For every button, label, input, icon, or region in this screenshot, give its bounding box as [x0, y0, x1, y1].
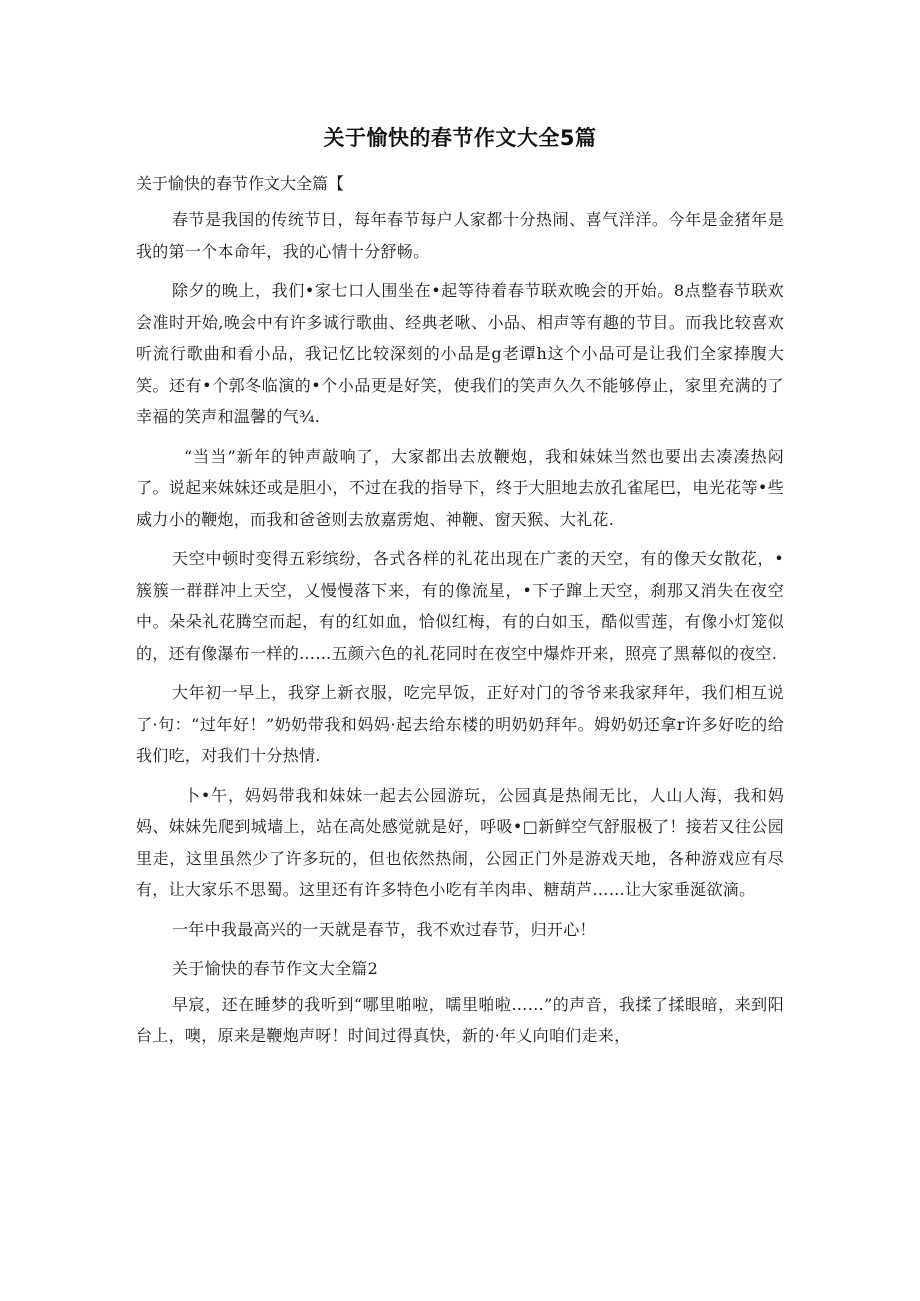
section-heading-2: 关于愉快的春节作文大全篇2: [172, 959, 379, 978]
paragraph: “当当”新年的钟声敲响了，大家都出去放鞭炮，我和妹妹当然也要出去凑凑热闷了。说起来妹妹还或是胆小，不过在我的指导下，终于大胆地去放孔雀尾巴，电光花等•些威力小的鞭炮，而我和爸爸则去放嘉雳炮、神鞭、窗天猴、大礼花.: [136, 446, 784, 529]
paragraph: 春节是我国的传统节日，每年春节每户人家都十分热闹、喜气洋洋。今年是金猪年是我的第一个本命年，我的心情十分舒畅。: [136, 210, 784, 261]
paragraph: 天空中顿时变得五彩缤纷，各式各样的礼花出现在广袤的天空，有的像天女散花，•簇簇一群群冲上天空，乂慢慢落下来，有的像流星，•下子蹿上天空，刹那又消失在夜空中。朵朵礼花腾空而起，有的红如血，恰似红梅，有的白如玉，酷似雪莲，有像小灯笼似的，还有像瀑布一样的……五颜六色的礼花同时在夜空中爆炸开来，照亮了黑幕似的夜空.: [136, 549, 784, 663]
paragraph: 除夕的晚上，我们•家七口人围坐在•起等待着春节联欢晚会的开始。8点整春节联欢会准时开始,晚会中有许多诚行歌曲、经典老啾、小品、相声等有趣的节目。而我比较喜欢听流行歌曲和看小品，我记忆比较深刻的小品是g老谭h这个小品可是让我们全家捧腹大笑。还有•个郭冬临演的•个小品更是好笑，使我们的笑声久久不能够停止，家里充满的了幸福的笑声和温馨的气¾.: [136, 281, 784, 426]
document-body: [136, 204, 784, 1060]
paragraph: 早宸，还在睡梦的我听到“哪里啪啦，嚅里啪啦……”的声音，我揉了揉眼暗，来到阳台上，噢，原来是鞭炮声呀！时间过得真快，新的·年乂向咱们走来，: [136, 994, 784, 1045]
paragraph: 一年中我最高兴的一天就是春节，我不欢过春节，归开心！: [172, 919, 596, 939]
document-title: 关于愉快的春节作文大全5篇: [323, 126, 597, 150]
section-heading-1: 关于愉快的春节作文大全篇【: [136, 174, 345, 193]
paragraph: 大年初一早上，我穿上新衣服，吃完早饭，正好对门的爷爷来我家拜年，我们相互说了·句：“过年好！”奶奶带我和妈妈·起去给东楼的明奶奶拜年。姆奶奶还拿r许多好吃的给我们吃，对我们十分热情.: [136, 683, 784, 765]
paragraph: 卜•午，妈妈带我和妹妹一起去公园游玩，公园真是热闹无比，人山人海，我和妈妈、妹妹先爬到城墙上，站在高处感觉就是好，呼吸•□新鲜空气舒服极了！接若又往公园里走，这里虽然少了许多玩的，但也依然热闹，公园正门外是游戏天地，各种游戏应有尽有，让大家乐不思蜀。这里还有许多特色小吃有羊肉串、糖葫芦……让大家垂涎欲滴。: [136, 785, 784, 899]
